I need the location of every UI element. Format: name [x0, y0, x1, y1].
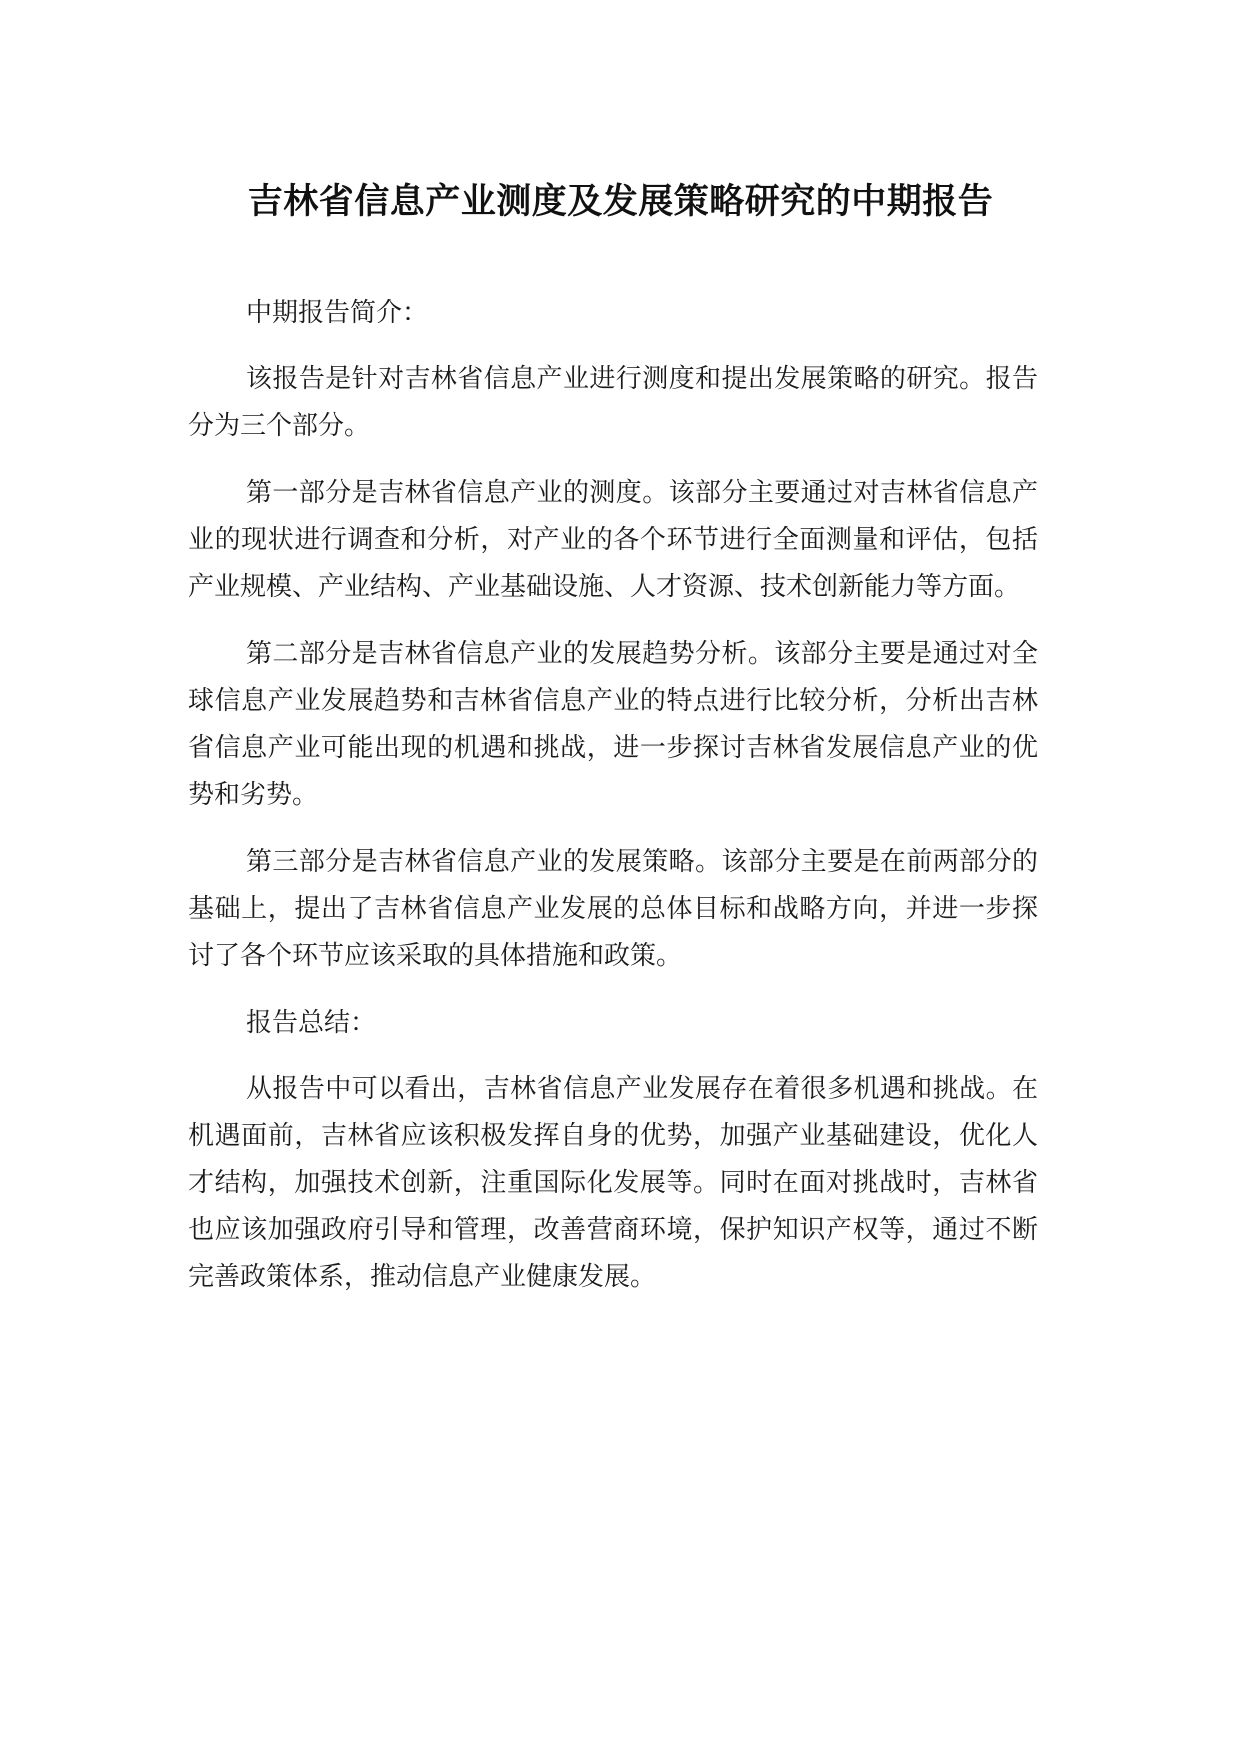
paragraph-part-three: 第三部分是吉林省信息产业的发展策略。该部分主要是在前两部分的基础上，提出了吉林省信息产业发展的总体目标和战略方向，并进一步探讨了各个环节应该采取的具体措施和政策。: [188, 847, 1038, 971]
document-body: [188, 290, 1038, 1321]
paragraph-overview: 该报告是针对吉林省信息产业进行测度和提出发展策略的研究。报告分为三个部分。: [188, 364, 1038, 441]
paragraph-summary: 从报告中可以看出，吉林省信息产业发展存在着很多机遇和挑战。在机遇面前，吉林省应该积极发挥自身的优势，加强产业基础建设，优化人才结构，加强技术创新，注重国际化发展等。同时在面对挑战时，吉林省也应该加强政府引导和管理，改善营商环境，保护知识产权等，通过不断完善政策体系，推动信息产业健康发展。: [188, 1074, 1038, 1292]
document-title: 吉林省信息产业测度及发展策略研究的中期报告: [247, 182, 994, 222]
paragraph-part-one: 第一部分是吉林省信息产业的测度。该部分主要通过对吉林省信息产业的现状进行调查和分析，对产业的各个环节进行全面测量和评估，包括产业规模、产业结构、产业基础设施、人才资源、技术创新能力等方面。: [188, 478, 1038, 602]
paragraph-part-two: 第二部分是吉林省信息产业的发展趋势分析。该部分主要是通过对全球信息产业发展趋势和吉林省信息产业的特点进行比较分析，分析出吉林省信息产业可能出现的机遇和挑战，进一步探讨吉林省发展信息产业的优势和劣势。: [188, 639, 1038, 810]
section-heading-summary: 报告总结：: [246, 1008, 377, 1038]
section-heading-intro: 中期报告简介：: [246, 298, 429, 328]
